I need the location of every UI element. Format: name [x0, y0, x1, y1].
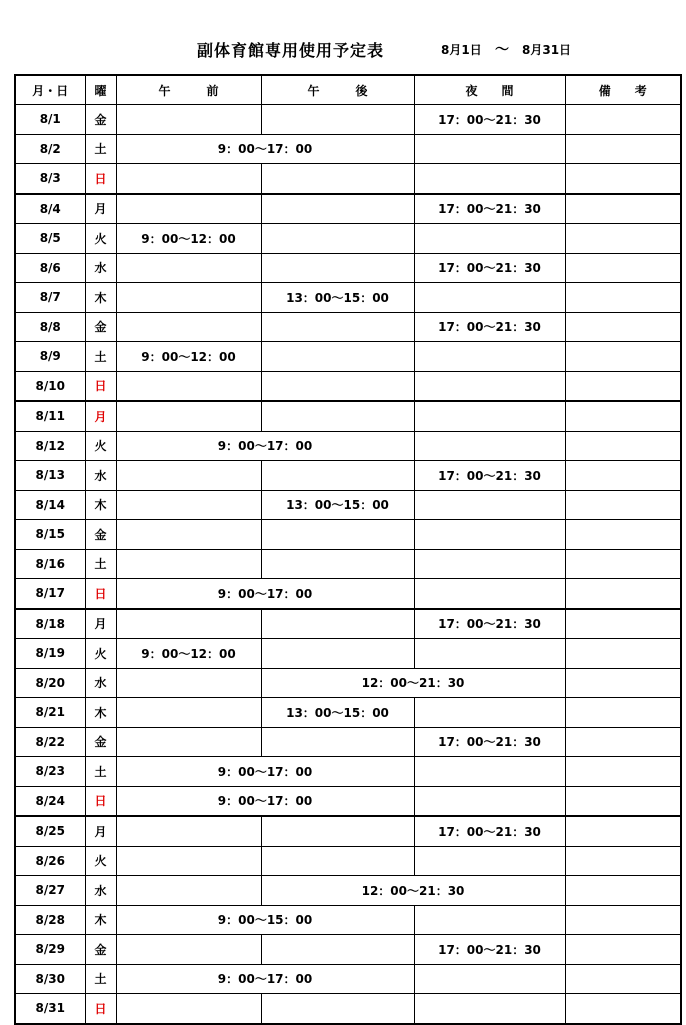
weekday-cell: 金: [85, 727, 116, 757]
afternoon-cell: [261, 520, 414, 550]
date-cell: 8/5: [15, 224, 85, 254]
schedule-row: [15, 224, 681, 254]
schedule-row: [15, 134, 681, 164]
date-cell: 8/16: [15, 549, 85, 579]
weekday-cell: 土: [85, 342, 116, 372]
weekday-cell: 木: [85, 698, 116, 728]
morning-cell: [116, 935, 261, 965]
notes-cell: [565, 727, 681, 757]
notes-cell: [565, 994, 681, 1024]
schedule-row: [15, 549, 681, 579]
afternoon-cell: [261, 461, 414, 491]
weekday-cell: 木: [85, 490, 116, 520]
morning-cell: [116, 549, 261, 579]
weekday-cell: 土: [85, 134, 116, 164]
date-cell: 8/6: [15, 253, 85, 283]
date-cell: 8/25: [15, 816, 85, 846]
notes-cell: [565, 639, 681, 669]
morning-afternoon-cell: 9：00～17：00: [116, 431, 414, 461]
evening-cell: [414, 401, 565, 431]
notes-cell: [565, 164, 681, 194]
date-cell: 8/11: [15, 401, 85, 431]
morning-afternoon-cell: 9：00～17：00: [116, 964, 414, 994]
evening-cell: [414, 371, 565, 401]
evening-cell: 17：00～21：30: [414, 816, 565, 846]
notes-cell: [565, 431, 681, 461]
evening-cell: 17：00～21：30: [414, 727, 565, 757]
schedule-row: [15, 253, 681, 283]
weekday-cell: 火: [85, 639, 116, 669]
evening-cell: [414, 283, 565, 313]
evening-cell: 17：00～21：30: [414, 253, 565, 283]
evening-cell: 17：00～21：30: [414, 105, 565, 135]
morning-cell: [116, 461, 261, 491]
morning-cell: [116, 668, 261, 698]
schedule-row: [15, 609, 681, 639]
morning-cell: 9：00～12：00: [116, 224, 261, 254]
schedule-row: [15, 994, 681, 1024]
schedule-row: [15, 905, 681, 935]
afternoon-cell: 13：00～15：00: [261, 698, 414, 728]
date-cell: 8/31: [15, 994, 85, 1024]
schedule-row: [15, 401, 681, 431]
schedule-row: [15, 312, 681, 342]
morning-afternoon-cell: 9：00～17：00: [116, 757, 414, 787]
afternoon-cell: [261, 105, 414, 135]
weekday-cell: 水: [85, 876, 116, 906]
morning-cell: [116, 401, 261, 431]
header-date: 月・日: [15, 75, 85, 105]
evening-cell: [414, 964, 565, 994]
date-cell: 8/14: [15, 490, 85, 520]
date-cell: 8/3: [15, 164, 85, 194]
morning-afternoon-cell: 9：00～17：00: [116, 786, 414, 816]
morning-cell: [116, 876, 261, 906]
notes-cell: [565, 698, 681, 728]
notes-cell: [565, 194, 681, 224]
afternoon-cell: [261, 816, 414, 846]
weekday-cell: 日: [85, 786, 116, 816]
date-cell: 8/23: [15, 757, 85, 787]
morning-afternoon-cell: 9：00～15：00: [116, 905, 414, 935]
evening-cell: 17：00～21：30: [414, 312, 565, 342]
evening-cell: [414, 846, 565, 876]
date-range-separator: ～: [495, 42, 509, 58]
evening-cell: [414, 134, 565, 164]
notes-cell: [565, 786, 681, 816]
header-morning: 午 前: [116, 75, 261, 105]
notes-cell: [565, 846, 681, 876]
morning-cell: [116, 490, 261, 520]
schedule-row: [15, 668, 681, 698]
weekday-cell: 水: [85, 461, 116, 491]
afternoon-cell: [261, 727, 414, 757]
schedule-row: [15, 194, 681, 224]
morning-cell: 9：00～12：00: [116, 639, 261, 669]
morning-cell: [116, 846, 261, 876]
evening-cell: 17：00～21：30: [414, 609, 565, 639]
weekday-cell: 土: [85, 549, 116, 579]
schedule-body: [15, 105, 681, 1024]
weekday-cell: 金: [85, 520, 116, 550]
afternoon-cell: [261, 401, 414, 431]
notes-cell: [565, 757, 681, 787]
date-cell: 8/24: [15, 786, 85, 816]
weekday-cell: 日: [85, 371, 116, 401]
schedule-row: [15, 105, 681, 135]
header-row: [15, 75, 681, 105]
weekday-cell: 水: [85, 668, 116, 698]
schedule-row: [15, 935, 681, 965]
date-cell: 8/1: [15, 105, 85, 135]
date-cell: 8/8: [15, 312, 85, 342]
evening-cell: [414, 520, 565, 550]
header-afternoon: 午 後: [261, 75, 414, 105]
notes-cell: [565, 490, 681, 520]
date-cell: 8/26: [15, 846, 85, 876]
weekday-cell: 金: [85, 105, 116, 135]
header-weekday: 曜: [85, 75, 116, 105]
evening-cell: [414, 549, 565, 579]
notes-cell: [565, 668, 681, 698]
date-cell: 8/21: [15, 698, 85, 728]
evening-cell: [414, 490, 565, 520]
weekday-cell: 月: [85, 816, 116, 846]
afternoon-cell: [261, 639, 414, 669]
date-cell: 8/18: [15, 609, 85, 639]
evening-cell: [414, 431, 565, 461]
evening-cell: [414, 579, 565, 609]
afternoon-cell: [261, 609, 414, 639]
notes-cell: [565, 905, 681, 935]
schedule-row: [15, 727, 681, 757]
date-range-end: 8月31日: [522, 43, 572, 57]
notes-cell: [565, 371, 681, 401]
header-evening: 夜 間: [414, 75, 565, 105]
schedule-row: [15, 164, 681, 194]
morning-cell: [116, 194, 261, 224]
date-cell: 8/7: [15, 283, 85, 313]
evening-cell: [414, 639, 565, 669]
morning-cell: 9：00～12：00: [116, 342, 261, 372]
morning-cell: [116, 164, 261, 194]
afternoon-cell: [261, 846, 414, 876]
afternoon-cell: [261, 994, 414, 1024]
date-cell: 8/17: [15, 579, 85, 609]
schedule-row: [15, 579, 681, 609]
notes-cell: [565, 461, 681, 491]
weekday-cell: 木: [85, 283, 116, 313]
header-notes: 備 考: [565, 75, 681, 105]
morning-cell: [116, 105, 261, 135]
schedule-row: [15, 461, 681, 491]
date-cell: 8/15: [15, 520, 85, 550]
notes-cell: [565, 964, 681, 994]
morning-cell: [116, 253, 261, 283]
afternoon-cell: [261, 224, 414, 254]
afternoon-cell: [261, 253, 414, 283]
date-cell: 8/12: [15, 431, 85, 461]
schedule-row: [15, 371, 681, 401]
weekday-cell: 土: [85, 757, 116, 787]
morning-cell: [116, 609, 261, 639]
evening-cell: [414, 786, 565, 816]
schedule-row: [15, 342, 681, 372]
notes-cell: [565, 134, 681, 164]
date-cell: 8/28: [15, 905, 85, 935]
schedule-row: [15, 520, 681, 550]
notes-cell: [565, 401, 681, 431]
schedule-row: [15, 490, 681, 520]
evening-cell: [414, 698, 565, 728]
notes-cell: [565, 520, 681, 550]
schedule-row: [15, 639, 681, 669]
evening-cell: [414, 342, 565, 372]
schedule-table: [14, 74, 682, 1025]
schedule-row: [15, 698, 681, 728]
weekday-cell: 金: [85, 935, 116, 965]
schedule-row: [15, 964, 681, 994]
date-cell: 8/10: [15, 371, 85, 401]
afternoon-cell: [261, 549, 414, 579]
evening-cell: [414, 224, 565, 254]
date-cell: 8/9: [15, 342, 85, 372]
afternoon-evening-cell: 12：00～21：30: [261, 876, 565, 906]
notes-cell: [565, 549, 681, 579]
morning-cell: [116, 698, 261, 728]
notes-cell: [565, 253, 681, 283]
weekday-cell: 日: [85, 994, 116, 1024]
schedule-row: [15, 757, 681, 787]
notes-cell: [565, 105, 681, 135]
notes-cell: [565, 609, 681, 639]
afternoon-cell: [261, 935, 414, 965]
weekday-cell: 日: [85, 164, 116, 194]
evening-cell: [414, 905, 565, 935]
weekday-cell: 木: [85, 905, 116, 935]
morning-afternoon-cell: 9：00～17：00: [116, 134, 414, 164]
date-cell: 8/27: [15, 876, 85, 906]
notes-cell: [565, 579, 681, 609]
afternoon-cell: [261, 194, 414, 224]
morning-cell: [116, 727, 261, 757]
morning-afternoon-cell: 9：00～17：00: [116, 579, 414, 609]
weekday-cell: 土: [85, 964, 116, 994]
date-cell: 8/20: [15, 668, 85, 698]
afternoon-cell: 13：00～15：00: [261, 283, 414, 313]
schedule-row: [15, 876, 681, 906]
weekday-cell: 日: [85, 579, 116, 609]
afternoon-cell: [261, 342, 414, 372]
evening-cell: 17：00～21：30: [414, 194, 565, 224]
page-title: 副体育館専用使用予定表: [197, 41, 385, 60]
date-range-start: 8月1日: [441, 43, 482, 57]
date-cell: 8/4: [15, 194, 85, 224]
notes-cell: [565, 312, 681, 342]
notes-cell: [565, 935, 681, 965]
evening-cell: [414, 757, 565, 787]
date-cell: 8/29: [15, 935, 85, 965]
notes-cell: [565, 283, 681, 313]
weekday-cell: 火: [85, 846, 116, 876]
date-cell: 8/2: [15, 134, 85, 164]
schedule-row: [15, 283, 681, 313]
weekday-cell: 金: [85, 312, 116, 342]
weekday-cell: 水: [85, 253, 116, 283]
weekday-cell: 火: [85, 224, 116, 254]
morning-cell: [116, 520, 261, 550]
notes-cell: [565, 876, 681, 906]
weekday-cell: 月: [85, 401, 116, 431]
weekday-cell: 火: [85, 431, 116, 461]
weekday-cell: 月: [85, 609, 116, 639]
evening-cell: 17：00～21：30: [414, 935, 565, 965]
evening-cell: [414, 994, 565, 1024]
morning-cell: [116, 816, 261, 846]
evening-cell: [414, 164, 565, 194]
date-cell: 8/30: [15, 964, 85, 994]
afternoon-cell: [261, 312, 414, 342]
date-cell: 8/22: [15, 727, 85, 757]
schedule-row: [15, 431, 681, 461]
morning-cell: [116, 312, 261, 342]
weekday-cell: 月: [85, 194, 116, 224]
notes-cell: [565, 816, 681, 846]
document-header: [0, 38, 686, 62]
morning-cell: [116, 283, 261, 313]
evening-cell: 17：00～21：30: [414, 461, 565, 491]
notes-cell: [565, 224, 681, 254]
morning-cell: [116, 371, 261, 401]
schedule-row: [15, 786, 681, 816]
morning-cell: [116, 994, 261, 1024]
notes-cell: [565, 342, 681, 372]
date-cell: 8/13: [15, 461, 85, 491]
afternoon-evening-cell: 12：00～21：30: [261, 668, 565, 698]
afternoon-cell: 13：00～15：00: [261, 490, 414, 520]
date-cell: 8/19: [15, 639, 85, 669]
schedule-row: [15, 846, 681, 876]
schedule-row: [15, 816, 681, 846]
afternoon-cell: [261, 371, 414, 401]
afternoon-cell: [261, 164, 414, 194]
